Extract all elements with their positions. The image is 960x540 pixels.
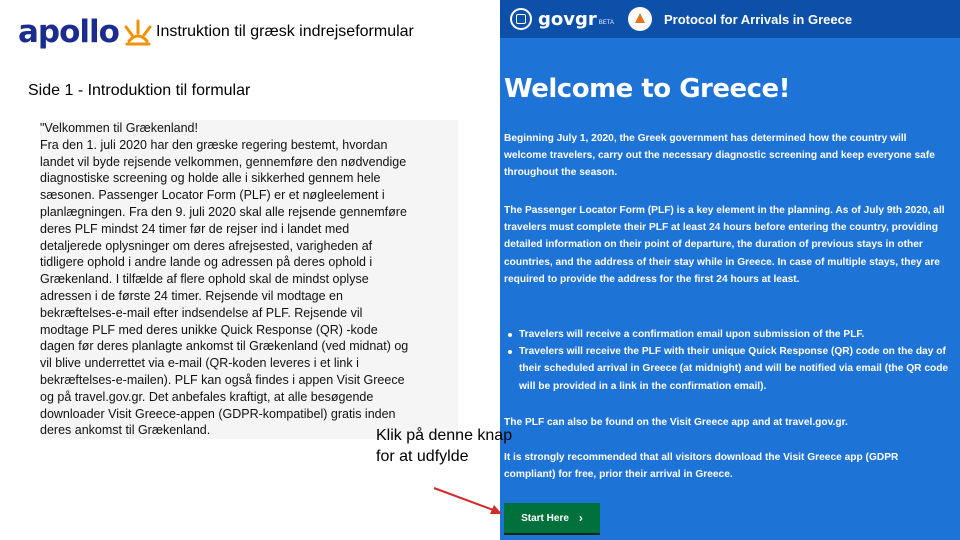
callout-text: Klik på denne knap for at udfylde <box>376 427 513 465</box>
civil-protection-icon <box>628 7 652 31</box>
apollo-logo-text: apollo <box>18 14 119 50</box>
protocol-title: Protocol for Arrivals in Greece <box>663 11 853 27</box>
slide-title: Instruktion til græsk indrejseformular <box>156 23 414 40</box>
app-paragraph: The PLF can also be found on the Visit Greece app and at travel.gov.gr. <box>504 417 848 428</box>
slide-subtitle: Side 1 - Introduktion til formular <box>28 82 251 99</box>
gov-website-screenshot <box>500 0 960 540</box>
apollo-logo <box>18 14 153 50</box>
start-here-button[interactable] <box>504 503 600 533</box>
welcome-heading: Welcome to Greece! <box>504 74 791 104</box>
pointer-arrow-icon <box>430 484 510 524</box>
list-item: Travelers will receive a confirmation email upon submission of the PLF. <box>504 326 950 343</box>
plf-paragraph: The Passenger Locator Form (PLF) is a key element in the planning. As of July 9th 2020, all travelers must complete their PLF at least 24 hours before entering the country, providing detailed information on their point of departure, the duration of previous stays in other countries, and the address of their stay while in Greece. In case of multiple stays, they are required to provide the address for the first 24 hours at least. <box>504 205 945 285</box>
info-list <box>504 326 950 395</box>
chevron-right-icon: › <box>578 511 583 525</box>
govgr-logo[interactable]: govgr <box>538 8 597 30</box>
list-item: Travelers will receive the PLF with their unique Quick Response (QR) code on the day of their scheduled arrival in Greece (at midnight) and will be notified via email (the QR code will be provided in a link in the confirmation email). <box>504 343 950 395</box>
beta-badge: BETA <box>598 20 614 26</box>
instruction-body-text: "Velkommen til Grækenland! Fra den 1. juli 2020 har den græske regering bestemt, hvordan landet vil byde rejsende velkommen, gennemføre den nødvendige diagnostiske screening og holde alle i sikkerhed gennem hele sæsonen. Passenger Locator Form (PLF) er et nøgleelement i planlægningen. Fra den 9. juli 2020 skal alle rejsende gennemføre deres PLF mindst 24 timer før de rejser ind i landet med detaljerede oplysninger om deres afrejsested, varigheden af tidligere ophold i andre lande og adressen på deres ophold i Grækenland. I tilfælde af flere ophold skal de mindst oplyse adressen i de første 24 timer. Rejsende vil modtage en bekræftelses-e-mail efter indsendelse af PLF. Rejsende vil modtage PLF med deres unikke Quick Response (QR) -kode dagen før deres planlagte ankomst til Grækenland (ved midnat) og vil blive underrettet via e-mail (QR-koden leveres i et link i bekræftelses-e-mailen). PLF kan også findes i appen Visit Greece og på travel.gov.gr. Det anbefales kraftigt, at alle besøgende downloader Visit Greece-appen (GDPR-kompatibel) gratis inden deres ankomst til Grækenland. <box>40 120 458 439</box>
gov-header <box>500 0 960 38</box>
greek-emblem-icon <box>510 8 532 30</box>
apollo-sun-icon <box>123 17 153 47</box>
start-here-label: Start Here <box>521 512 569 524</box>
intro-paragraph: Beginning July 1, 2020, the Greek government has determined how the country will welcome travelers, carry out the necessary diagnostic screening and keep everyone safe throughout the season. <box>504 133 935 179</box>
recommendation-paragraph: It is strongly recommended that all visitors download the Visit Greece app (GDPR compliant) for free, prior their arrival in Greece. <box>504 452 899 481</box>
